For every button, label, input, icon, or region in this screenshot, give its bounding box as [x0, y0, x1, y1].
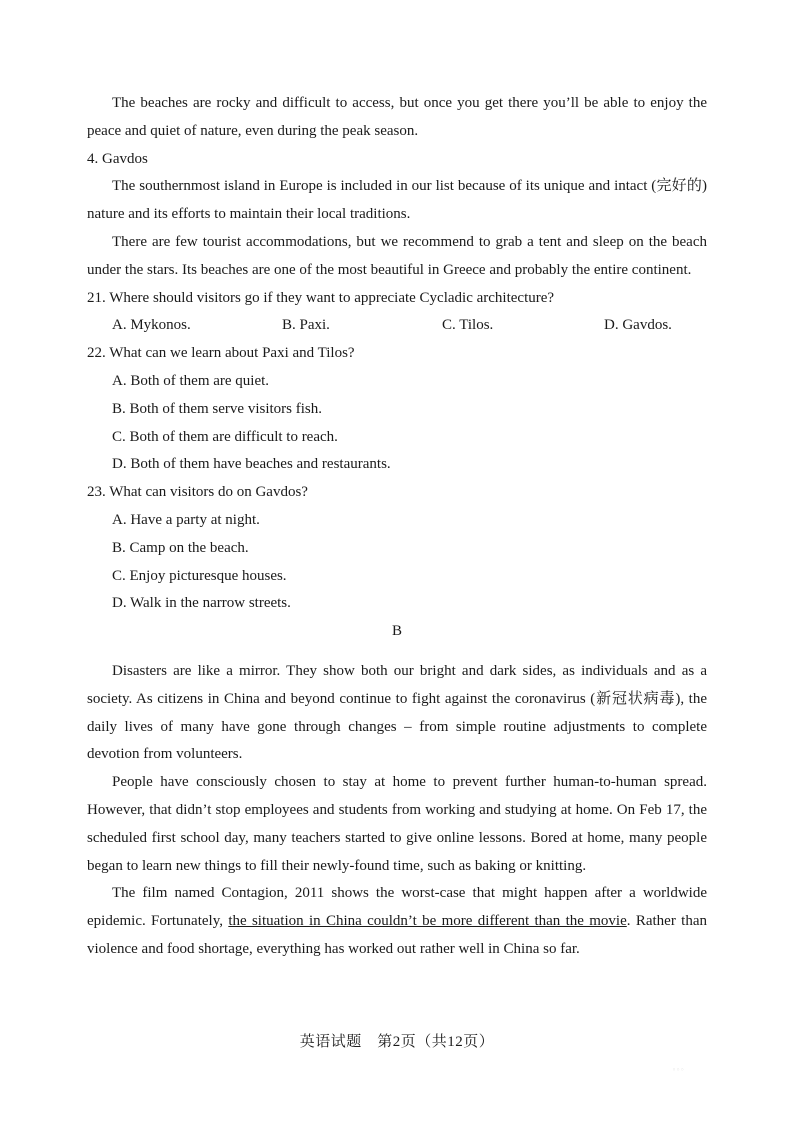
paragraph-b-3-start: The film named Contagion, 2011 shows the worst-case that might happen after a worldwide epidemic. Fortunately,	[87, 885, 707, 930]
paragraph-tilos: The beaches are rocky and difficult to access, but once you get there you’ll be able to enjoy the peace and quiet of nature, even during the peak season.	[87, 95, 707, 139]
question-stem: 21. Where should visitors go if they want to appreciate Cycladic architecture?	[87, 289, 555, 306]
paragraph-b-3-end: . Rather than violence and food shortage, everything has worked out rather well in China so far.	[87, 913, 707, 957]
section-title-b: B	[391, 623, 402, 640]
option-a[interactable]: A. Have a party at night.	[112, 511, 260, 528]
option-d[interactable]: D. Walk in the narrow streets.	[112, 595, 291, 612]
paragraph-b-3	[87, 880, 707, 963]
section-heading-gavdos: 4. Gavdos	[87, 150, 148, 167]
option-b[interactable]: B. Camp on the beach.	[112, 539, 249, 556]
option-a[interactable]: A. Both of them are quiet.	[112, 372, 270, 389]
paragraph-b-2: People have consciously chosen to stay at home to prevent further human-to-human spread. However, that didn’t stop employees and students from working and studying at home. On Feb 17, the scheduled first school day, many teachers started to give online lessons. Bored at home, many people began to learn new things to fill their newly-found time, such as baking or knitting.	[87, 774, 707, 874]
option-d[interactable]: D. Both of them have beaches and restaurants.	[112, 456, 391, 473]
question-22	[87, 340, 707, 479]
option-b[interactable]: B. Both of them serve visitors fish.	[112, 400, 322, 417]
watermark-logo: ◦◦◦	[672, 1066, 685, 1074]
option-b[interactable]: B. Paxi.	[282, 317, 330, 334]
underlined-sentence: the situation in China couldn’t be more different than the movie	[228, 913, 627, 930]
option-c[interactable]: C. Tilos.	[442, 317, 494, 334]
question-21	[87, 285, 707, 341]
question-stem: 23. What can visitors do on Gavdos?	[87, 484, 308, 501]
option-d[interactable]: D. Gavdos.	[604, 317, 672, 334]
question-23	[87, 479, 707, 618]
exam-page	[87, 90, 707, 964]
option-a[interactable]: A. Mykonos.	[112, 317, 191, 334]
options-row	[87, 312, 707, 340]
page-footer: 英语试题 第2页（共12页）	[299, 1034, 495, 1050]
paragraph-gavdos-1: The southernmost island in Europe is included in our list because of its unique and intact (完好的) nature and its efforts to maintain their local traditions.	[87, 178, 707, 223]
paragraph-gavdos-2: There are few tourist accommodations, but we recommend to grab a tent and sleep on the beach under the stars. Its beaches are one of the most beautiful in Greece and probably the entire continent.	[87, 233, 707, 278]
paragraph-b-1: Disasters are like a mirror. They show both our bright and dark sides, as individuals and as a society. As citizens in China and beyond continue to fight against the coronavirus (新冠状病毒), the daily lives of many have gone through changes – from simple routine adjustments to complete devotion from volunteers.	[87, 662, 707, 763]
question-stem: 22. What can we learn about Paxi and Tilos?	[87, 345, 355, 362]
option-c[interactable]: C. Enjoy picturesque houses.	[112, 567, 287, 584]
option-c[interactable]: C. Both of them are difficult to reach.	[112, 428, 338, 445]
